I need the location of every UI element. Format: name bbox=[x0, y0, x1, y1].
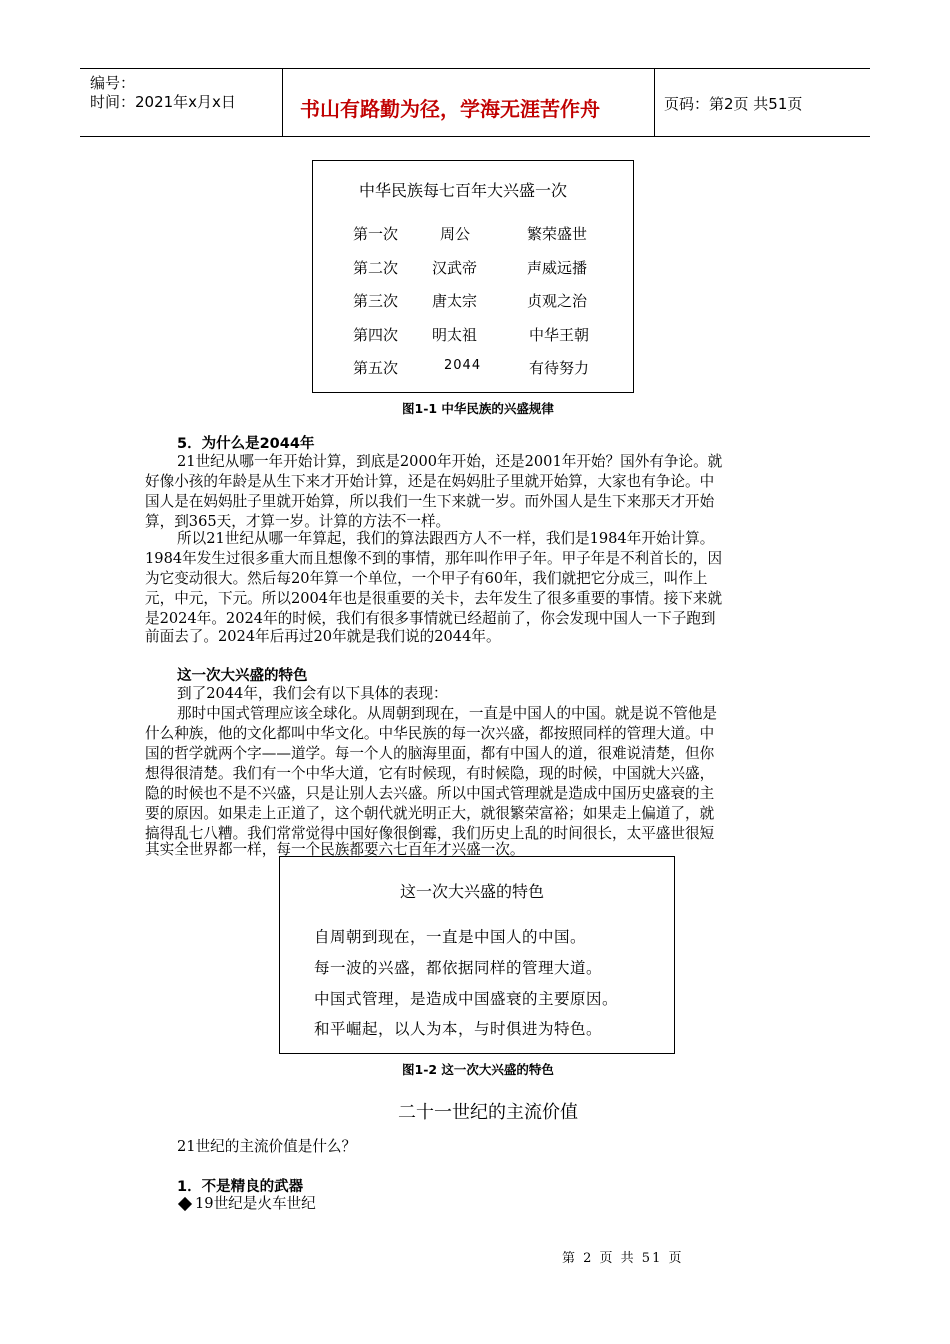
paragraph-line: 为它变动很大。然后每20年算一个单位，一个甲子有60年，我们就把它分成三，叫作上 bbox=[145, 570, 708, 587]
row-order: 第五次 bbox=[353, 359, 399, 377]
header-motto: 书山有路勤为径，学海无涯苦作舟 bbox=[300, 97, 600, 121]
date-label: 时间：2021年x月x日 bbox=[90, 93, 236, 111]
page-indicator: 页码：第2页 共51页 bbox=[664, 95, 803, 113]
page-footer: 第 2 页 共 51 页 bbox=[562, 1251, 684, 1266]
section-heading: 这一次大兴盛的特色 bbox=[177, 668, 308, 684]
paragraph-line: 算，到365天，才算一岁。计算的方法不一样。 bbox=[145, 513, 451, 530]
bullet-text: 19世纪是火车世纪 bbox=[195, 1195, 316, 1212]
figure-title: 这一次大兴盛的特色 bbox=[400, 882, 545, 901]
paragraph-line: 21世纪的主流价值是什么？ bbox=[177, 1138, 357, 1155]
paragraph-line: 要的原因。如果走上正道了，这个朝代就光明正大，就很繁荣富裕；如果走上偏道了，就 bbox=[145, 805, 715, 822]
header-top-rule bbox=[80, 68, 870, 69]
paragraph-line: 搞得乱七八糟。我们常常觉得中国好像很倒霉，我们历史上乱的时间很长，太平盛世很短 bbox=[145, 825, 715, 842]
bullet-diamond-icon bbox=[178, 1197, 192, 1211]
paragraph-line: 前面去了。2024年后再过20年就是我们说的2044年。 bbox=[145, 628, 501, 645]
figure-caption: 图1-2 这一次大兴盛的特色 bbox=[402, 1062, 554, 1077]
row-desc: 贞观之治 bbox=[527, 292, 588, 310]
paragraph-line: 国的哲学就两个字——道学。每一个人的脑海里面，都有中国人的道，很难说清楚，但你 bbox=[145, 745, 715, 762]
figure-line: 每一波的兴盛，都依据同样的管理大道。 bbox=[314, 959, 603, 977]
doc-number-label: 编号： bbox=[90, 74, 136, 92]
row-desc: 繁荣盛世 bbox=[527, 225, 588, 243]
sub-heading: 1．不是精良的武器 bbox=[177, 1179, 304, 1195]
paragraph-line: 1984年发生过很多重大而且想像不到的事情，那年叫作甲子年。甲子年是不利首长的，因 bbox=[145, 550, 723, 567]
figure-line: 中国式管理，是造成中国盛衰的主要原因。 bbox=[314, 990, 619, 1008]
row-who: 2044 bbox=[444, 358, 482, 373]
paragraph-line: 元，中元，下元。所以2004年也是很重要的关卡，去年发生了很多重要的事情。接下来就 bbox=[145, 590, 723, 607]
section-heading: 5．为什么是2044年 bbox=[177, 436, 315, 452]
paragraph-line: 国人是在妈妈肚子里就开始算，所以我们一生下来就一岁。而外国人是生下来那天才开始 bbox=[145, 493, 715, 510]
header-divider bbox=[654, 68, 655, 136]
figure-1-2 bbox=[279, 856, 675, 1054]
section-title: 二十一世纪的主流价值 bbox=[398, 1102, 578, 1123]
figure-line: 自周朝到现在，一直是中国人的中国。 bbox=[314, 928, 587, 946]
paragraph-line: 所以21世纪从哪一年算起，我们的算法跟西方人不一样，我们是1984年开始计算。 bbox=[177, 530, 715, 547]
paragraph-line: 是2024年。2024年的时候，我们有很多事情就已经超前了，你会发现中国人一下子跑到 bbox=[145, 610, 716, 627]
paragraph-line: 好像小孩的年龄是从生下来才开始计算，还是在妈妈肚子里就开始算，大家也有争论。中 bbox=[145, 473, 715, 490]
header-divider bbox=[282, 68, 283, 136]
paragraph-line: 到了2044年，我们会有以下具体的表现： bbox=[177, 685, 448, 702]
row-desc: 声威远播 bbox=[527, 259, 588, 277]
paragraph-line: 什么种族，他的文化都叫中华文化。中华民族的每一次兴盛，都按照同样的管理大道。中 bbox=[145, 725, 715, 742]
row-who: 唐太宗 bbox=[432, 292, 478, 310]
row-who: 汉武帝 bbox=[432, 259, 478, 277]
paragraph-line: 想得很清楚。我们有一个中华大道，它有时候现，有时候隐，现的时候，中国就大兴盛， bbox=[145, 765, 715, 782]
paragraph-line: 隐的时候也不是不兴盛，只是让别人去兴盛。所以中国式管理就是造成中国历史盛衰的主 bbox=[145, 785, 715, 802]
row-desc: 中华王朝 bbox=[529, 326, 590, 344]
row-order: 第一次 bbox=[353, 225, 399, 243]
figure-1-1 bbox=[312, 160, 634, 393]
row-order: 第二次 bbox=[353, 259, 399, 277]
row-desc: 有待努力 bbox=[529, 359, 590, 377]
figure-title: 中华民族每七百年大兴盛一次 bbox=[359, 181, 568, 200]
paragraph-line: 21世纪从哪一年开始计算，到底是2000年开始，还是2001年开始？国外有争论。就 bbox=[177, 453, 723, 470]
paragraph-line: 其实全世界都一样，每一个民族都要六七百年才兴盛一次。 bbox=[145, 841, 525, 858]
figure-line: 和平崛起，以人为本，与时俱进为特色。 bbox=[314, 1020, 603, 1038]
row-who: 周公 bbox=[440, 225, 471, 243]
row-who: 明太祖 bbox=[432, 326, 478, 344]
header-bottom-rule bbox=[80, 136, 870, 137]
paragraph-line: 那时中国式管理应该全球化。从周朝到现在，一直是中国人的中国。就是说不管他是 bbox=[177, 705, 717, 722]
row-order: 第三次 bbox=[353, 292, 399, 310]
figure-caption: 图1-1 中华民族的兴盛规律 bbox=[402, 401, 554, 416]
row-order: 第四次 bbox=[353, 326, 399, 344]
